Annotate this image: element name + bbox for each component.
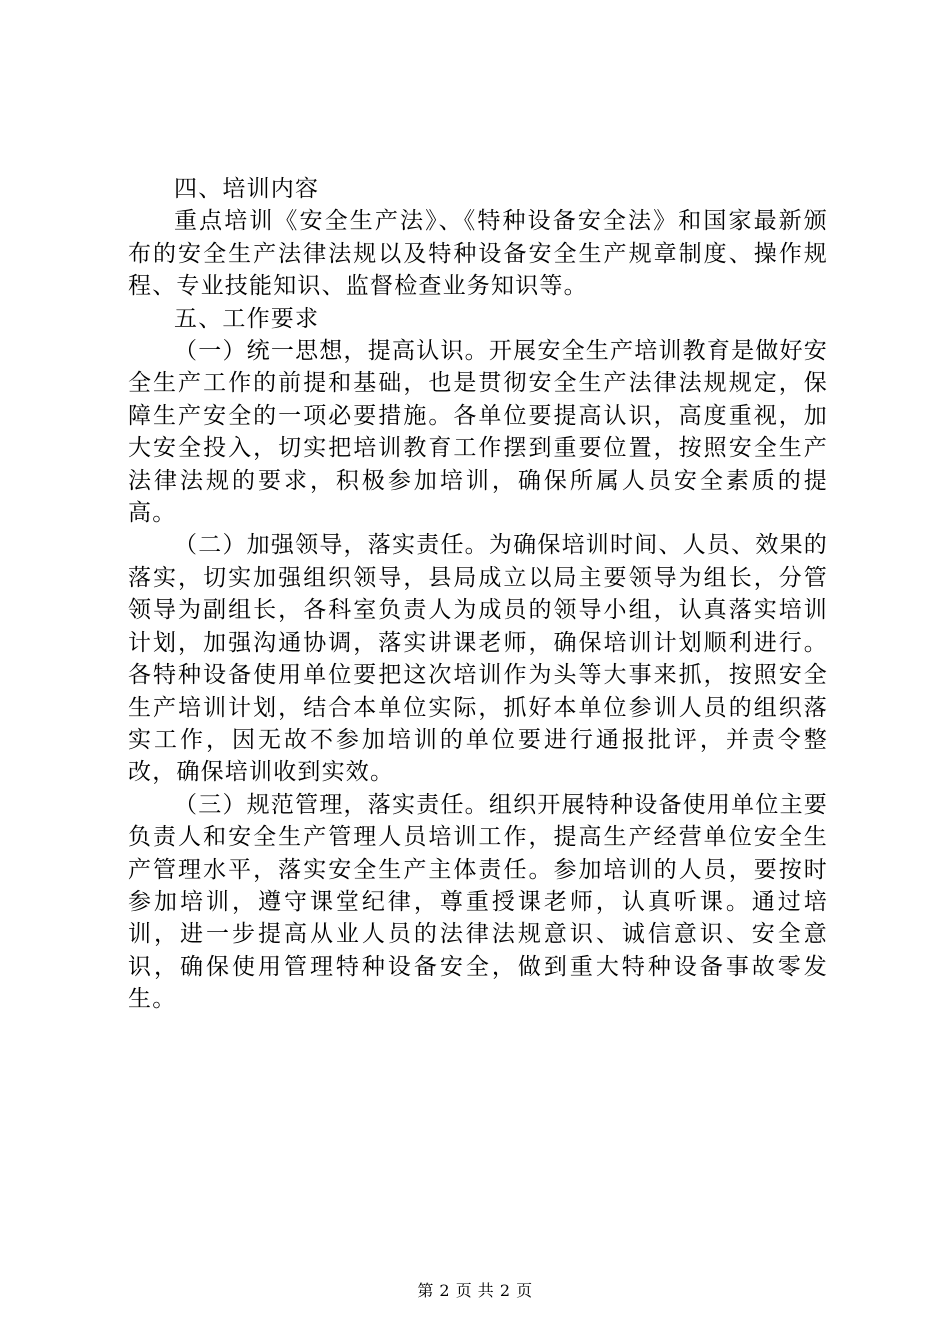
page-number-footer: 第 2 页 共 2 页 — [417, 1281, 533, 1300]
paragraph-requirement-3: （三）规范管理，落实责任。组织开展特种设备使用单位主要负责人和安全生产管理人员培训工作，提高生产经营单位安全生产管理水平，落实安全生产主体责任。参加培训的人员，要按时参加培训，遵守课堂纪律，尊重授课老师，认真听课。通过培训，进一步提高从业人员的法律法规意识、诚信意识、安全意识，确保使用管理特种设备安全，做到重大特种设备事故零发生。 — [128, 791, 828, 1013]
paragraph-requirement-1: （一）统一思想，提高认识。开展安全生产培训教育是做好安全生产工作的前提和基础，也是贯彻安全生产法律法规规定，保障生产安全的一项必要措施。各单位要提高认识，高度重视，加大安全投入，切实把培训教育工作摆到重要位置，按照安全生产法律法规的要求，积极参加培训，确保所属人员安全素质的提高。 — [128, 338, 828, 527]
document-body — [128, 173, 828, 1016]
section-heading-training-content: 四、培训内容 — [174, 176, 320, 202]
section-heading-work-requirements: 五、工作要求 — [174, 305, 320, 332]
paragraph-training-content: 重点培训《安全生产法》、《特种设备安全法》和国家最新颁布的安全生产法律法规以及特种设备安全生产规章制度、操作规程、专业技能知识、监督检查业务知识等。 — [128, 208, 828, 300]
paragraph-requirement-2: （二）加强领导，落实责任。为确保培训时间、人员、效果的落实，切实加强组织领导，县局成立以局主要领导为组长，分管领导为副组长，各科室负责人为成员的领导小组，认真落实培训计划，加强沟通协调，落实讲课老师，确保培训计划顺利进行。各特种设备使用单位要把这次培训作为头等大事来抓，按照安全生产培训计划，结合本单位实际，抓好本单位参训人员的组织落实工作，因无故不参加培训的单位要进行通报批评，并责令整改，确保培训收到实效。 — [128, 532, 828, 786]
